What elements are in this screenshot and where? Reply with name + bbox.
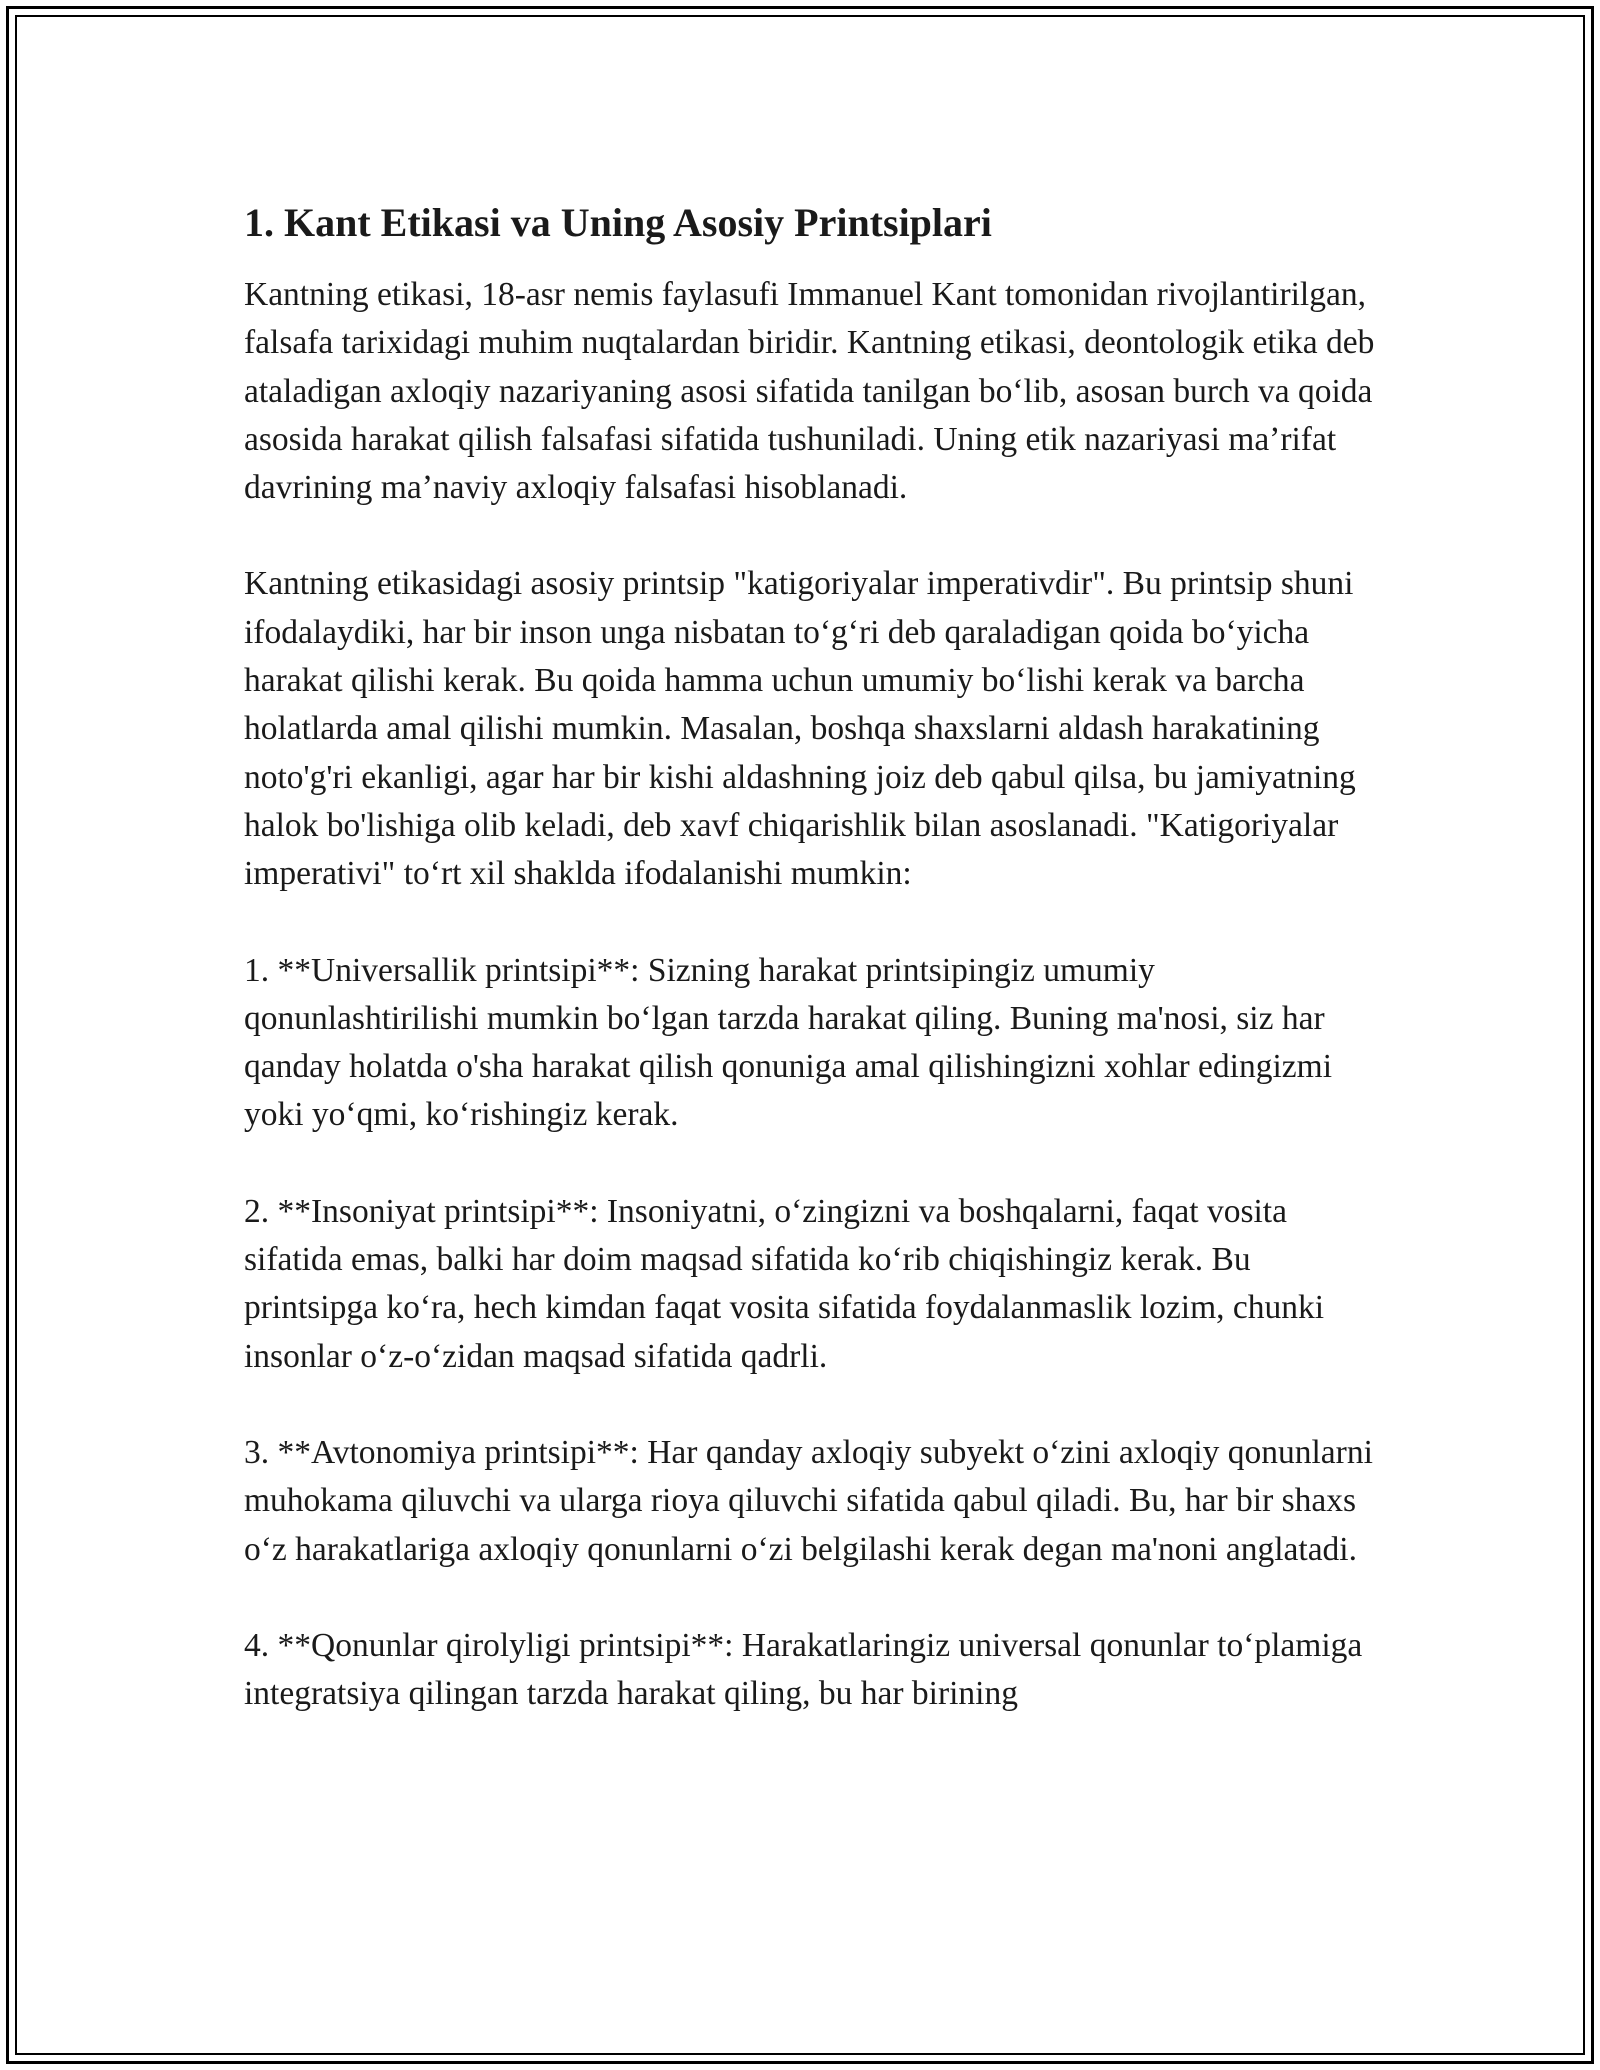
- document-title: 1. Kant Etikasi va Uning Asosiy Printsiplari: [244, 200, 992, 245]
- list-item-universality: 1. **Universallik printsipi**: Sizning harakat printsipingiz umumiy qonunlashtirilishi mumkin boʻlgan tarzda harakat qiling. Buning ma'nosi, siz har qanday holatda o'sha harakat qilish qonuniga amal qilishingizni xohlar edingizmi yoki yoʻqmi, koʻrishingiz kerak.: [244, 951, 1333, 1134]
- list-item-kingdom-of-ends: 4. **Qonunlar qirolyligi printsipi**: Harakatlaringiz universal qonunlar toʻplamiga integratsiya qilingan tarzda harakat qiling, bu har birining: [244, 1626, 1363, 1713]
- page-border: [6, 6, 1594, 2064]
- document-body: [244, 195, 1384, 1766]
- paragraph-categorical-imperative: Kantning etikasidagi asosiy printsip "katigoriyalar imperativdir". Bu printsip shuni ifodalaydiki, har bir inson unga nisbatan toʻgʻri deb qaraladigan qoida boʻyicha harakat qilishi kerak. Bu qoida hamma uchun umumiy boʻlishi kerak va barcha holatlarda amal qilishi mumkin. Masalan, boshqa shaxslarni aldash harakatining noto'g'ri ekanligi, agar har bir kishi aldashning joiz deb qabul qilsa, bu jamiyatning halok bo'lishiga olib keladi, deb xavf chiqarishlik bilan asoslanadi. "Katigoriyalar imperativi" toʻrt xil shaklda ifodalanishi mumkin:: [244, 565, 1356, 893]
- paragraph-intro: Kantning etikasi, 18-asr nemis faylasufi Immanuel Kant tomonidan rivojlantirilgan, falsafa tarixidagi muhim nuqtalardan biridir. Kantning etikasi, deontologik etika deb ataladigan axloqiy nazariyaning asosi sifatida tanilgan boʻlib, asosan burch va qoida asosida harakat qilish falsafasi sifatida tushuniladi. Uning etik nazariyasi maʼrifat davrining maʼnaviy axloqiy falsafasi hisoblanadi.: [244, 276, 1375, 507]
- list-item-humanity: 2. **Insoniyat printsipi**: Insoniyatni, oʻzingizni va boshqalarni, faqat vosita sifatida emas, balki har doim maqsad sifatida koʻrib chiqishingiz kerak. Bu printsipga koʻra, hech kimdan faqat vosita sifatida foydalanmaslik lozim, chunki insonlar oʻz-oʻzidan maqsad sifatida qadrli.: [244, 1192, 1325, 1375]
- list-item-autonomy: 3. **Avtonomiya printsipi**: Har qanday axloqiy subyekt oʻzini axloqiy qonunlarni muhokama qiluvchi va ularga rioya qiluvchi sifatida qabul qiladi. Bu, har bir shaxs oʻz harakatlariga axloqiy qonunlarni oʻzi belgilashi kerak degan ma'noni anglatadi.: [244, 1433, 1373, 1568]
